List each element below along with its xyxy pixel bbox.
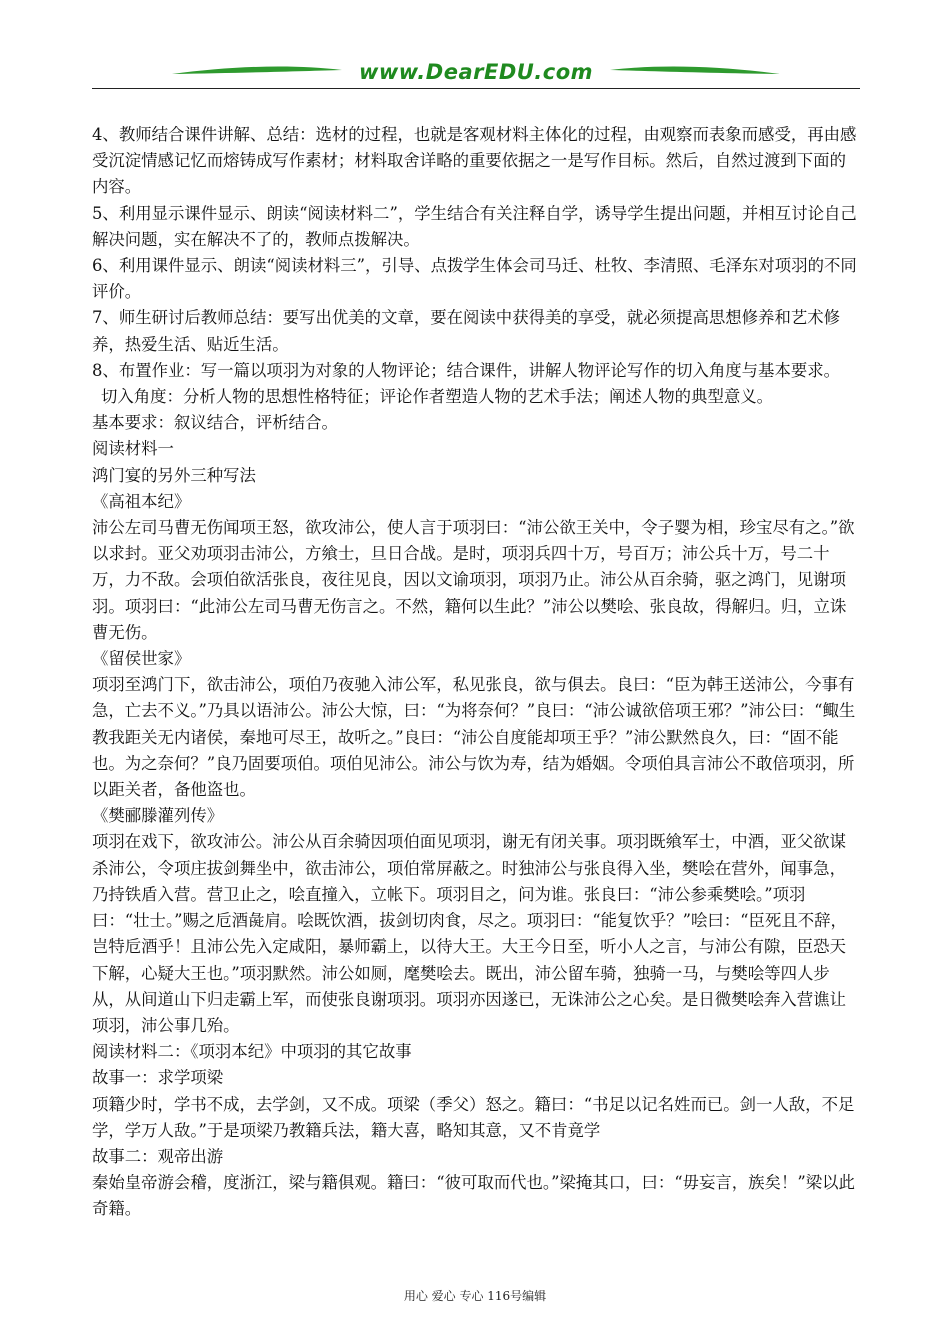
paragraph: 秦始皇帝游会稽，度浙江，梁与籍俱观。籍曰：“彼可取而代也。”梁掩其口，曰：“毋妄言，族矣！”梁以此奇籍。 — [92, 1173, 855, 1219]
section-heading: 鸿门宴的另外三种写法 — [92, 465, 256, 485]
paragraph: 7、师生研讨后教师总结：要写出优美的文章，要在阅读中获得美的享受，就必须提高思想修养和艺术修养，热爱生活、贴近生活。 — [92, 308, 841, 354]
paragraph: 基本要求：叙议结合，评析结合。 — [92, 413, 338, 433]
source-title: 《留侯世家》 — [92, 649, 191, 669]
paragraph: 8、布置作业：写一篇以项羽为对象的人物评论；结合课件，讲解人物评论写作的切入角度与基本要求。 — [92, 360, 841, 380]
site-header — [92, 58, 860, 92]
story-title: 故事一：求学项梁 — [92, 1068, 224, 1088]
paragraph: 5、利用显示课件显示、朗读“阅读材料二”，学生结合有关注释自学，诱导学生提出问题，并相互讨论自己解决问题，实在解决不了的，教师点拨解决。 — [92, 203, 857, 249]
source-title: 《高祖本纪》 — [92, 491, 191, 511]
paragraph: 4、教师结合课件讲解、总结：选材的过程，也就是客观材料主体化的过程，由观察而表象而感受，再由感受沉淀情感记忆而熔铸成写作素材；材料取舍详略的重要依据之一是写作目标。然后，自然过渡到下面的内容。 — [92, 125, 857, 197]
paragraph: 项羽在戏下，欲攻沛公。沛公从百余骑因项伯面见项羽，谢无有闭关事。项羽既飨军士，中酒，亚父欲谋杀沛公，令项庄拔剑舞坐中，欲击沛公，项伯常屏蔽之。时独沛公与张良得入坐，樊哙在营外，闻事急，乃持铁盾入营。营卫止之，哙直撞入，立帐下。项羽目之，问为谁。张良曰：“沛公参乘樊哙。”项羽曰：“壮士。”赐之卮酒彘肩。哙既饮酒，拔剑切肉食，尽之。项羽曰：“能复饮乎？”哙曰：“臣死且不辞，岂特卮酒乎！且沛公先入定咸阳，暴师霸上，以待大王。大王今日至，听小人之言，与沛公有隙，臣恐天下解，心疑大王也。”项羽默然。沛公如厕，麾樊哙去。既出，沛公留车骑，独骑一马，与樊哙等四人步从，从间道山下归走霸上军，而使张良谢项羽。项羽亦因遂已，无诛沛公之心矣。是日微樊哙奔入营谯让项羽，沛公事几殆。 — [92, 832, 847, 1035]
paragraph: 项羽至鸿门下，欲击沛公，项伯乃夜驰入沛公军，私见张良，欲与俱去。良曰：“臣为韩王送沛公，今事有急，亡去不义。”乃具以语沛公。沛公大惊，曰：“为将奈何？”良曰：“沛公诚欲倍项王邪？”沛公曰：“鲰生教我距关无内诸侯，秦地可尽王，故听之。”良曰：“沛公自度能却项王乎？”沛公默然良久，曰：“固不能也。为之奈何？”良乃固要项伯。项伯见沛公。沛公与饮为寿，结为婚姻。令项伯具言沛公不敢倍项羽，所以距关者，备他盗也。 — [92, 675, 856, 800]
source-title: 《樊郦滕灌列传》 — [92, 806, 224, 826]
paragraph: 项籍少时，学书不成，去学剑，又不成。项梁（季父）怒之。籍曰：“书足以记名姓而已。剑一人敌，不足学，学万人敌。”于是项梁乃教籍兵法，籍大喜，略知其意，又不肯竟学 — [92, 1094, 855, 1140]
paragraph: 切入角度：分析人物的思想性格特征；评论作者塑造人物的艺术手法；阐述人物的典型意义。 — [101, 387, 774, 407]
document-body — [92, 122, 862, 1223]
header-divider — [92, 88, 860, 89]
site-logo[interactable]: www.DearEDU.com — [358, 60, 594, 84]
story-title: 故事二：观帝出游 — [92, 1146, 224, 1166]
section-heading: 阅读材料二：《项羽本纪》中项羽的其它故事 — [92, 1042, 412, 1062]
paragraph: 6、利用课件显示、朗读“阅读材料三”，引导、点拨学生体会司马迁、杜牧、李清照、毛泽东对项羽的不同评价。 — [92, 256, 857, 302]
paragraph: 沛公左司马曹无伤闻项王怒，欲攻沛公，使人言于项羽曰：“沛公欲王关中，令子婴为相，珍宝尽有之。”欲以求封。亚父劝项羽击沛公，方飨士，旦日合战。是时，项羽兵四十万，号百万；沛公兵十万，号二十万，力不敌。会项伯欲活张良，夜往见良，因以文谕项羽，项羽乃止。沛公从百余骑，驱之鸿门，见谢项羽。项羽曰：“此沛公左司马曹无伤言之。不然，籍何以生此？”沛公以樊哙、张良故，得解归。归，立诛曹无伤。 — [92, 518, 855, 642]
page-footer: 用心 爱心 专心 116号编辑 — [403, 1289, 547, 1303]
section-heading: 阅读材料一 — [92, 439, 174, 459]
